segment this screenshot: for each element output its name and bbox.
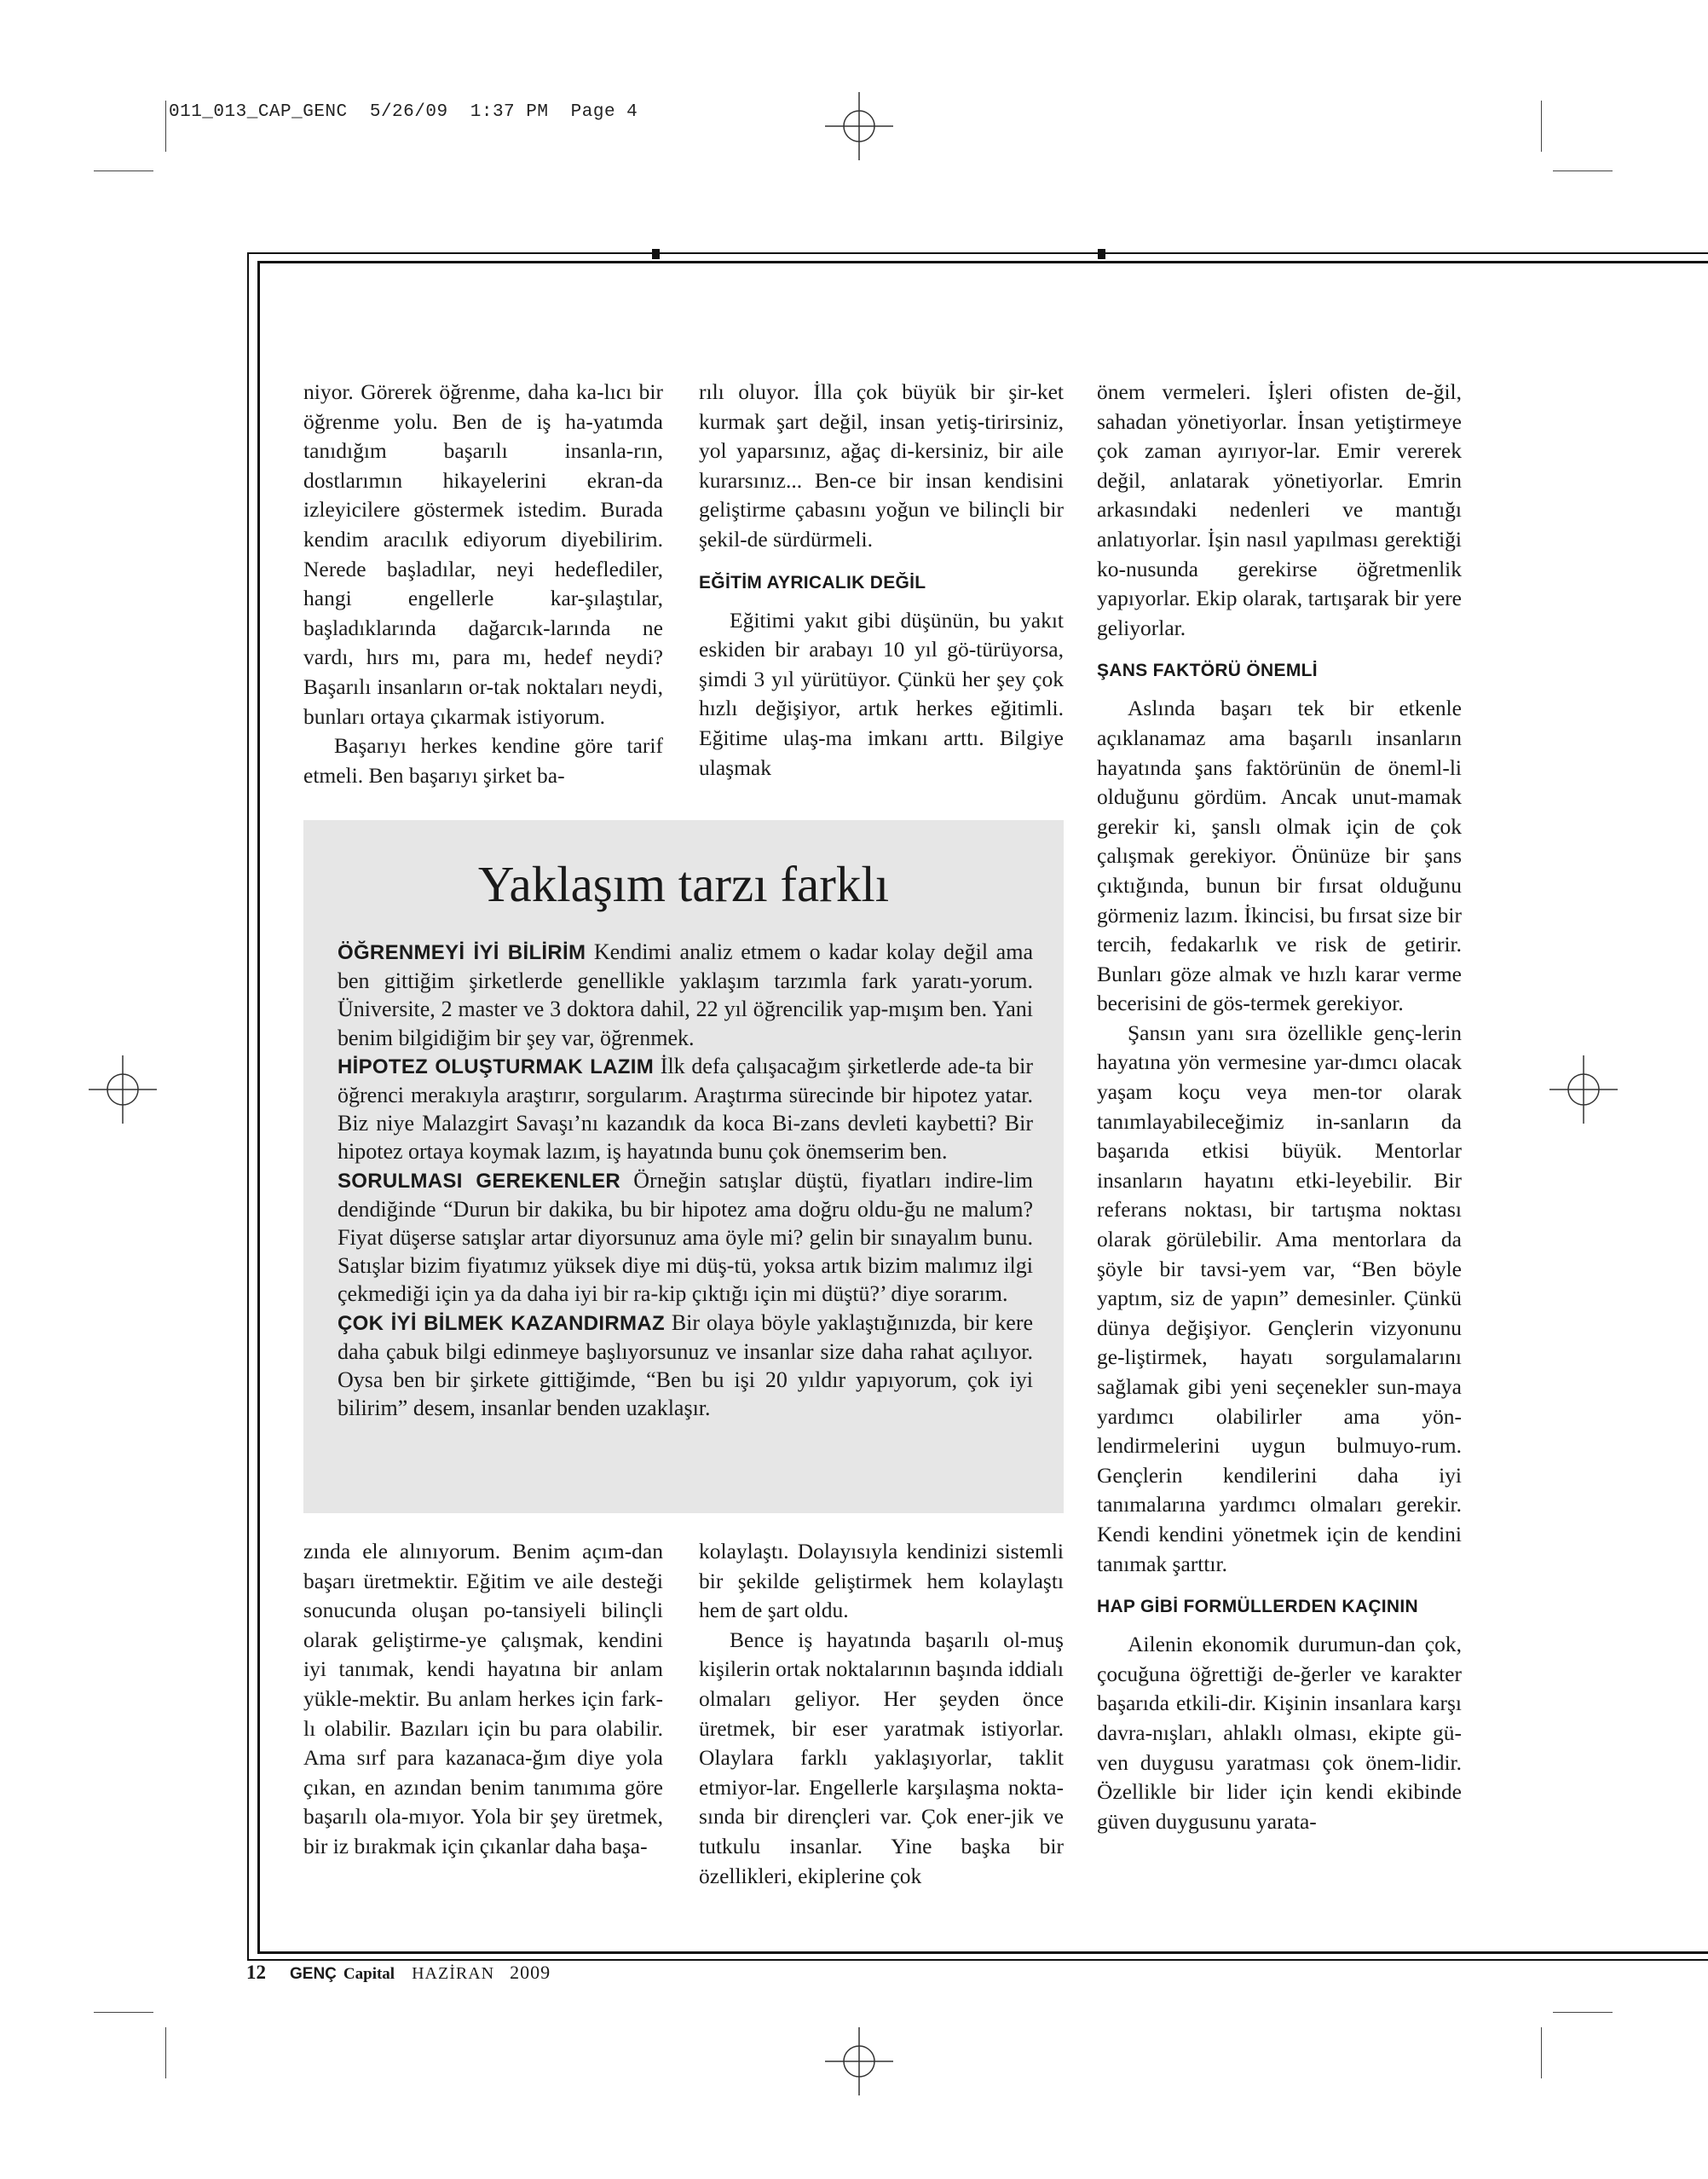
crop-mark xyxy=(94,2012,153,2013)
sidebar-box xyxy=(303,820,1064,1513)
sidebar-item-lead: ÖĞRENMEYİ İYİ BİLİRİM xyxy=(338,941,586,964)
sidebar-item-text: Kendimi analiz etmem o kadar kolay değil ama ben gittiğim şirketlerde genellikle yaklaşım tarzımla fark yaratı-yorum. Üniversite, 2 master ve 3 doktora dahil, 22 yıl öğrencilik yap-mışım ben. Yani benim bilgidiğim bir şey var, öğrenmek. xyxy=(338,939,1033,1050)
sidebar-item-text: Örneğin satışlar düştü, fiyatları indire-lim dendiğinde “Durun bir dakika, bu bir hipotez ama doğru oldu-ğu ne malum? Fiyat düşerse satışlar artar diyorsunuz ama öyle mi? gelin bir sınayalım bunu. Satışlar bizim fiyatımız yüksek diye mi düş-tü, yoksa artık bizim malımız ilgi çekmediği için ya da daha iyi bir ra-kip çıktığı için mi düştü?’ diye sorarım. xyxy=(338,1167,1034,1307)
registration-mark-bottom-icon xyxy=(825,2027,893,2095)
sidebar-item-text: Bir olaya böyle yaklaştığınızda, bir kere daha çabuk bilgi edinmeye başlıyorsunuz ve insanlar size daha rahat açılıyor. Oysa ben bir şirkete gittiğimde, “Ben bu işi 20 yıldır yapıyorum, çok iyi bilirim” desem, insanlar benden uzaklaşır. xyxy=(338,1309,1034,1421)
crop-mark xyxy=(165,2027,166,2078)
body-paragraph: önem vermeleri. İşleri ofisten de-ğil, sahadan yönetiyorlar. İnsan yetiştirmeye çok zaman ayırıyor-lar. Emir vererek değil, anlatarak yönetiyorlar. Emrin arkasındaki nedenleri ve mantığı anlatıyorlar. İşin nasıl yapılması gerektiği ko-nusunda gerekirse öğretmenlik yapıyorlar. Ekip olarak, tartışarak bir yere geliyorlar. xyxy=(1097,379,1462,640)
column-tick xyxy=(1098,249,1105,259)
registration-mark-top-icon xyxy=(825,92,893,160)
issue-month: HAZİRAN xyxy=(412,1964,495,1983)
section-heading: ŞANS FAKTÖRÜ ÖNEMLİ xyxy=(1097,661,1318,681)
crop-mark xyxy=(165,101,166,152)
magazine-brand-secondary: Capital xyxy=(343,1965,395,1983)
body-paragraph: Bence iş hayatında başarılı ol-muş kişilerin ortak noktalarının başında iddialı olmaları geliyor. Her şeyden önce üretmek, bir eser yaratmak istiyorlar. Olaylara farklı yaklaşıyorlar, taklit etmiyor-lar. Engellerle karşılaşma nokta-sında bir dirençleri var. Çok ener-jik ve tutkulu insanlar. Yine başka bir özellikleri, ekiplerine çok xyxy=(699,1627,1064,1888)
body-paragraph: Şansın yanı sıra özellikle genç-lerin hayatına yön vermesine yar-dımcı olacak yaşam koçu veya men-tor olarak tanımlayabileceğimiz in-sanların da başarıda etkisi büyük. Mentorlar insanların hayatını etki-leyebilir. Bir referans noktası, bir tartışma noktası olarak görülebilir. Ama mentorlara da şöyle bir tavsi-yem var, “Ben böyle yaptım, siz de yapın” demesinler. Çünkü dünya değişiyor. Gençlerin vizyonunu ge-liştirmek, hayatı sorgulamalarını sağlamak gibi yeni seçenekler sun-maya yardımcı olabilirler ama yön-lendirmelerini uygun bulmuyo-rum. Gençlerin kendilerini daha iyi tanımalarına yardımcı olmaları gerekir. Kendi kendini yönetmek için de kendini tanımak şarttır. xyxy=(1097,1020,1462,1576)
column-2-top xyxy=(699,378,1064,783)
body-paragraph: Başarıyı herkes kendine göre tarif etmeli. Ben başarıyı şirket ba- xyxy=(303,733,663,788)
magazine-brand-main: GENÇ xyxy=(290,1965,337,1983)
column-1-top xyxy=(303,378,663,790)
sidebar-title: Yaklaşım tarzı farklı xyxy=(477,856,890,912)
column-1-bottom xyxy=(303,1537,663,1862)
section-heading: EĞİTİM AYRICALIK DEĞİL xyxy=(699,572,926,592)
body-paragraph: Ailenin ekonomik durumun-dan çok, çocuğuna öğrettiği de-ğerler ve karakter başarıda etkili-dir. Kişinin insanlara karşı davra-nışları, ahlaklı olması, ekipte gü-ven duygusu yaratması çok önem-lidir. Özellikle bir lider için kendi ekibinde güven duygusunu yarata- xyxy=(1097,1632,1462,1834)
issue-year: 2009 xyxy=(510,1962,551,1983)
crop-mark xyxy=(1553,2012,1613,2013)
sidebar-item-text: İlk defa çalışacağım şirketlerde ade-ta bir öğrenci merakıyla araştırır, sorgularım. Araştırma sürecinde bir hipotez yatar. Biz niye Malazgirt Savaşı’nı kazandık da koca Bi-zans devleti kaybetti? Bir hipotez ortaya koymak lazım, iş hayatında bunu çok önemserim ben. xyxy=(338,1053,1033,1165)
page-number: 12 xyxy=(246,1962,266,1983)
body-paragraph: niyor. Görerek öğrenme, daha ka-lıcı bir öğrenme yolu. Ben de iş ha-yatımda tanıdığım başarılı insanla-rın, dostlarımın hikayelerini ekran-da izleyicilere göstermek istedim. Burada kendim aracılık ediyorum diyebilirim. Nerede başladılar, neyi hedeflediler, hangi engellerle kar-şılaştılar, başladıklarında dağarcık-larında ne vardı, hırs mı, para mı, hedef neydi? Başarılı insanların or-tak noktaları neydi, bunları ortaya çıkarmak istiyorum. xyxy=(303,379,663,729)
sidebar-item-lead: HİPOTEZ OLUŞTURMAK LAZIM xyxy=(338,1055,655,1078)
body-paragraph: kolaylaştı. Dolayısıyla kendinizi sistemli bir şekilde geliştirmek hem kolaylaştı hem de şart oldu. xyxy=(699,1539,1064,1623)
column-2-bottom xyxy=(699,1537,1064,1891)
body-paragraph: zında ele alınıyorum. Benim açım-dan başarı üretmektir. Eğitim ve aile desteği sonucunda oluşan po-tansiyeli bilinçli olarak geliştirme-ye çalışmak, kendini iyi tanımak, kendi hayatına bir anlam yükle-mektir. Bu anlam herkes için fark-lı olabilir. Bazıları için bu para olabilir. Ama sırf para kazanaca-ğım diye yola çıkan, en azından benim tanımıma göre başarılı ola-mıyor. Yola bir şey üretmek, bir iz bırakmak için çıkanlar daha başa- xyxy=(303,1539,663,1858)
sidebar-item-lead: SORULMASI GEREKENLER xyxy=(338,1169,621,1193)
section-heading: HAP GİBİ FORMÜLLERDEN KAÇININ xyxy=(1097,1597,1418,1617)
registration-mark-left-icon xyxy=(89,1055,157,1124)
sidebar-item-lead: ÇOK İYİ BİLMEK KAZANDIRMAZ xyxy=(338,1311,665,1335)
sidebar-item xyxy=(338,1309,1033,1423)
body-paragraph: rılı oluyor. İlla çok büyük bir şir-ket kurmak şart değil, insan yetiş-tirirsiniz, yol yaparsınız, ağaç di-kersiniz, bir aile kurarsınız... Ben-ce bir insan kendisini geliştirme çabasını yoğun ve bilinçli bir şekil-de sürdürmeli. xyxy=(699,379,1064,552)
print-slug: 011_013_CAP_GENC 5/26/09 1:37 PM Page 4 xyxy=(169,102,638,122)
sidebar-body xyxy=(338,938,1033,1422)
sidebar-item xyxy=(338,1052,1033,1166)
sidebar-item xyxy=(338,938,1033,1052)
crop-mark xyxy=(1541,2027,1542,2078)
crop-mark xyxy=(1541,101,1542,152)
column-3 xyxy=(1097,378,1462,1836)
page-footer xyxy=(246,1962,551,1984)
body-paragraph: Eğitimi yakıt gibi düşünün, bu yakıt eskiden bir arabayı 10 yıl gö-türüyorsa, şimdi 3 yıl yürütüyor. Çünkü her şey çok hızlı değişiyor, artık herkes eğitimli. Eğitime ulaş-ma imkanı arttı. Bilgiye ulaşmak xyxy=(699,607,1064,780)
column-tick xyxy=(652,249,660,259)
sidebar-item xyxy=(338,1166,1033,1309)
body-paragraph: Aslında başarı tek bir etkenle açıklanamaz ama başarılı insanların hayatında şans faktörünün de öneml-li olduğunu gördüm. Ancak unut-mamak gerekir ki, şanslı olmak için de çok çalışmak gerekiyor. Önünüze bir şans çıktığında, bunun bir fırsat olduğunu görmeniz lazım. İkincisi, bu fırsat size bir tercih, fedakarlık ve risk de getirir. Bunları göze almak ve hızlı karar verme becerisini de gös-termek gerekiyor. xyxy=(1097,696,1462,1016)
